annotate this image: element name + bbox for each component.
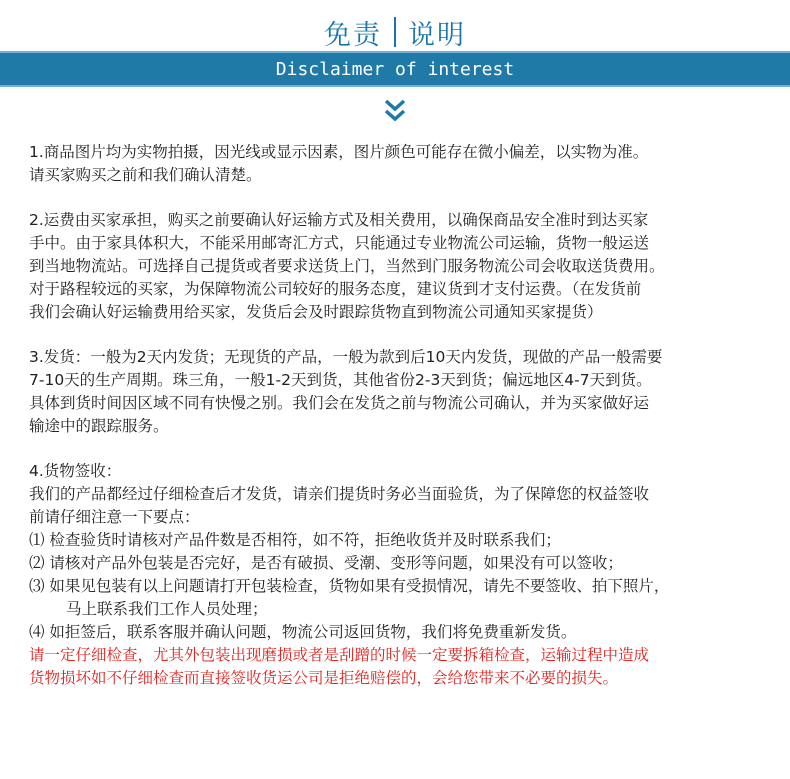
title-left: 免责 (324, 19, 382, 51)
warning-line: 货物损坏如不仔细检查而直接签收货运公司是拒绝赔偿的，会给您带来不必要的损失。 (29, 669, 619, 687)
section-2-line: 我们会确认好运输费用给买家，发货后会及时跟踪货物直到物流公司通知买家提货） (29, 303, 603, 321)
section-1 (29, 141, 774, 187)
section-2-line: 到当地物流站。可选择自己提货或者要求送货上门，当然到门服务物流公司会收取送货费用。 (29, 257, 665, 275)
section-2 (29, 209, 774, 324)
double-chevron-down-icon (383, 97, 407, 129)
checklist-item-3-continued: 马上联系我们工作人员处理； (66, 600, 268, 618)
section-3-line: 具体到货时间因区域不同有快慢之别。我们会在发货之前与物流公司确认，并为买家做好运 (29, 394, 650, 412)
section-3-line: 3.发货：一般为2天内发货；无现货的产品，一般为款到后10天内发货，现做的产品一般需要 (29, 348, 663, 366)
section-2-line: 手中。由于家具体积大，不能采用邮寄汇方式，只能通过专业物流公司运输，货物一般运送 (29, 234, 650, 252)
section-1-line: 1.商品图片均为实物拍摄，因光线或显示因素，图片颜色可能存在微小偏差，以实物为准。 (29, 143, 649, 161)
warning-line: 请一定仔细检查，尤其外包装出现磨损或者是刮蹭的时候一定要拆箱检查，运输过程中造成 (29, 646, 650, 664)
section-3-line: 7-10天的生产周期。珠三角，一般1-2天到货，其他省份2-3天到货；偏远地区4-7天到货。 (29, 371, 652, 389)
section-2-line: 对于路程较远的买家，为保障物流公司较好的服务态度，建议货到才支付运费。（在发货前 (29, 280, 642, 298)
title-right: 说明 (408, 19, 466, 51)
checklist-item-1: ⑴ 检查验货时请核对产品件数是否相符，如不符，拒绝收货并及时联系我们； (29, 531, 561, 549)
section-4-line: 前请仔细注意一下要点： (29, 508, 200, 526)
section-4 (29, 460, 774, 690)
subtitle-banner (0, 51, 790, 87)
title-divider (394, 17, 396, 47)
subtitle: Disclaimer of interest (275, 58, 515, 80)
disclaimer-content (29, 141, 774, 690)
section-2-line: 2.运费由买家承担，购买之前要确认好运输方式及相关费用，以确保商品安全准时到达买家 (29, 211, 649, 229)
checklist-item-3: ⑶ 如果见包装有以上问题请打开包装检查，货物如果有受损情况，请先不要签收、拍下照片， (29, 577, 670, 595)
section-3-line: 输途中的跟踪服务。 (29, 417, 169, 435)
section-4-line: 我们的产品都经过仔细检查后才发货，请亲们提货时务必当面验货，为了保障您的权益签收 (29, 485, 650, 503)
page-title (0, 12, 790, 52)
section-1-line: 请买家购买之前和我们确认清楚。 (29, 166, 262, 184)
checklist-item-4: ⑷ 如拒签后，联系客服并确认问题，物流公司返回货物，我们将免费重新发货。 (29, 623, 577, 641)
section-4-heading: 4.货物签收： (29, 462, 122, 480)
checklist-item-2: ⑵ 请核对产品外包装是否完好，是否有破损、受潮、变形等问题，如果没有可以签收； (29, 554, 623, 572)
section-3 (29, 346, 774, 438)
